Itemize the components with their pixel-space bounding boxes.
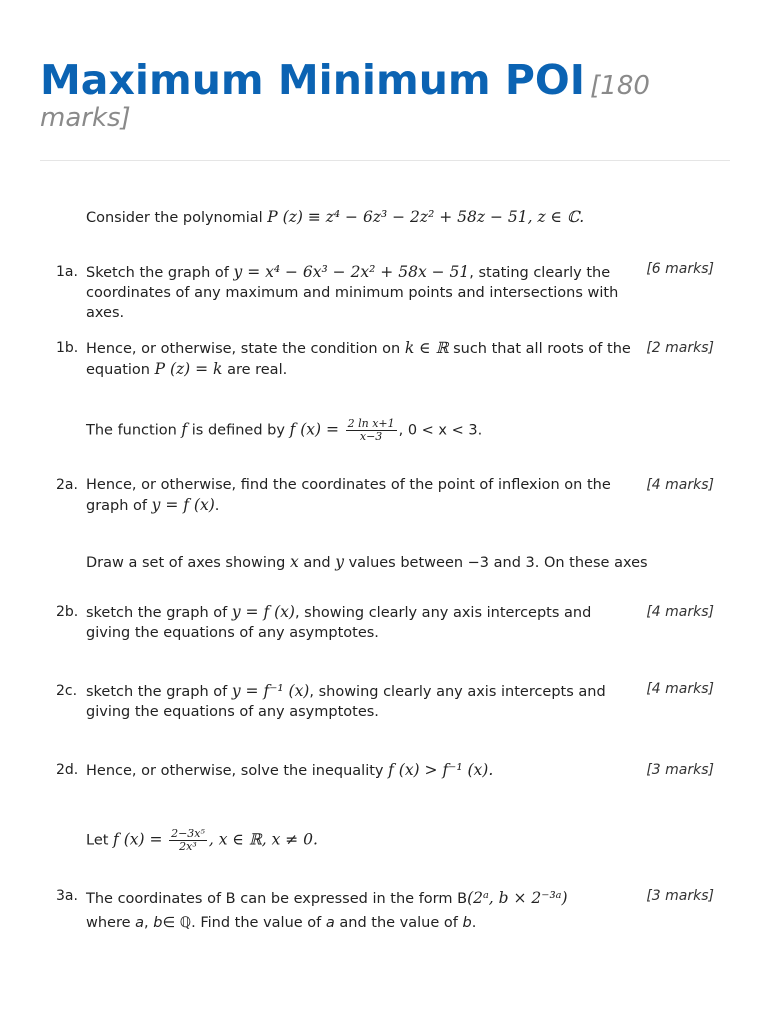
marks-label: [4 marks] <box>646 604 714 620</box>
coordinate-expression: (2ᵃ, b × 2⁻³ᵃ) <box>467 889 568 907</box>
question-number: 2c. <box>56 683 78 699</box>
question-text: sketch the graph of y = f⁻¹ (x), showing clearly any axis intercepts and giving the equations of any asymptotes. <box>86 682 606 720</box>
marks-label: [4 marks] <box>646 681 714 697</box>
question-text: Hence, or otherwise, find the coordinates of the point of inflexion on the graph of y = f (x). <box>86 477 611 514</box>
page-header <box>40 56 730 133</box>
marks-label: [4 marks] <box>646 477 714 493</box>
intro-text: Consider the polynomial <box>86 210 263 226</box>
question-text: Hence, or otherwise, solve the inequality f (x) > f⁻¹ (x). <box>86 761 494 779</box>
question-text: Hence, or otherwise, state the condition on k ∈ ℝ such that all roots of the equation P (z) = k are real. <box>86 339 631 378</box>
question-text: The coordinates of B can be expressed in the form B(2ᵃ, b × 2⁻³ᵃ) where a, b∈ ℚ. Find the value of a and the value of b. <box>86 889 568 931</box>
question-number: 2b. <box>56 604 79 620</box>
marks-label: [2 marks] <box>646 340 714 356</box>
graph-equation: y = x⁴ − 6x³ − 2x² + 58x − 51 <box>233 263 470 281</box>
polynomial-equation: P (z) ≡ z⁴ − 6z³ − 2z² + 58z − 51, z ∈ ℂ. <box>267 208 585 226</box>
question-number: 2a. <box>56 477 78 493</box>
question-text: sketch the graph of y = f (x), showing clearly any axis intercepts and giving the equations of any asymptotes. <box>86 603 592 641</box>
question-text: Sketch the graph of y = x⁴ − 6x³ − 2x² + 58x − 51, stating clearly the coordinates of any maximum and minimum points and intersections with axes. <box>86 263 619 321</box>
total-marks-continued: marks] <box>40 103 131 133</box>
marks-label: [6 marks] <box>646 261 714 277</box>
marks-label: [3 marks] <box>646 762 714 778</box>
question-number: 2d. <box>56 762 79 778</box>
total-marks: [180 <box>590 71 650 101</box>
function-fraction: $\frac{\text{2 ln x+1}}{x-3}$ <box>347 417 395 443</box>
marks-label: [3 marks] <box>646 888 714 904</box>
question-number: 3a. <box>56 888 78 904</box>
question-number: 1b. <box>56 340 79 356</box>
question-number: 1a. <box>56 264 78 280</box>
header-divider <box>40 160 730 161</box>
page-title: Maximum Minimum POI <box>40 56 586 104</box>
function-fraction: $\frac{\text{2−3x⁵}}{\text{2x³}}$ <box>171 827 205 853</box>
